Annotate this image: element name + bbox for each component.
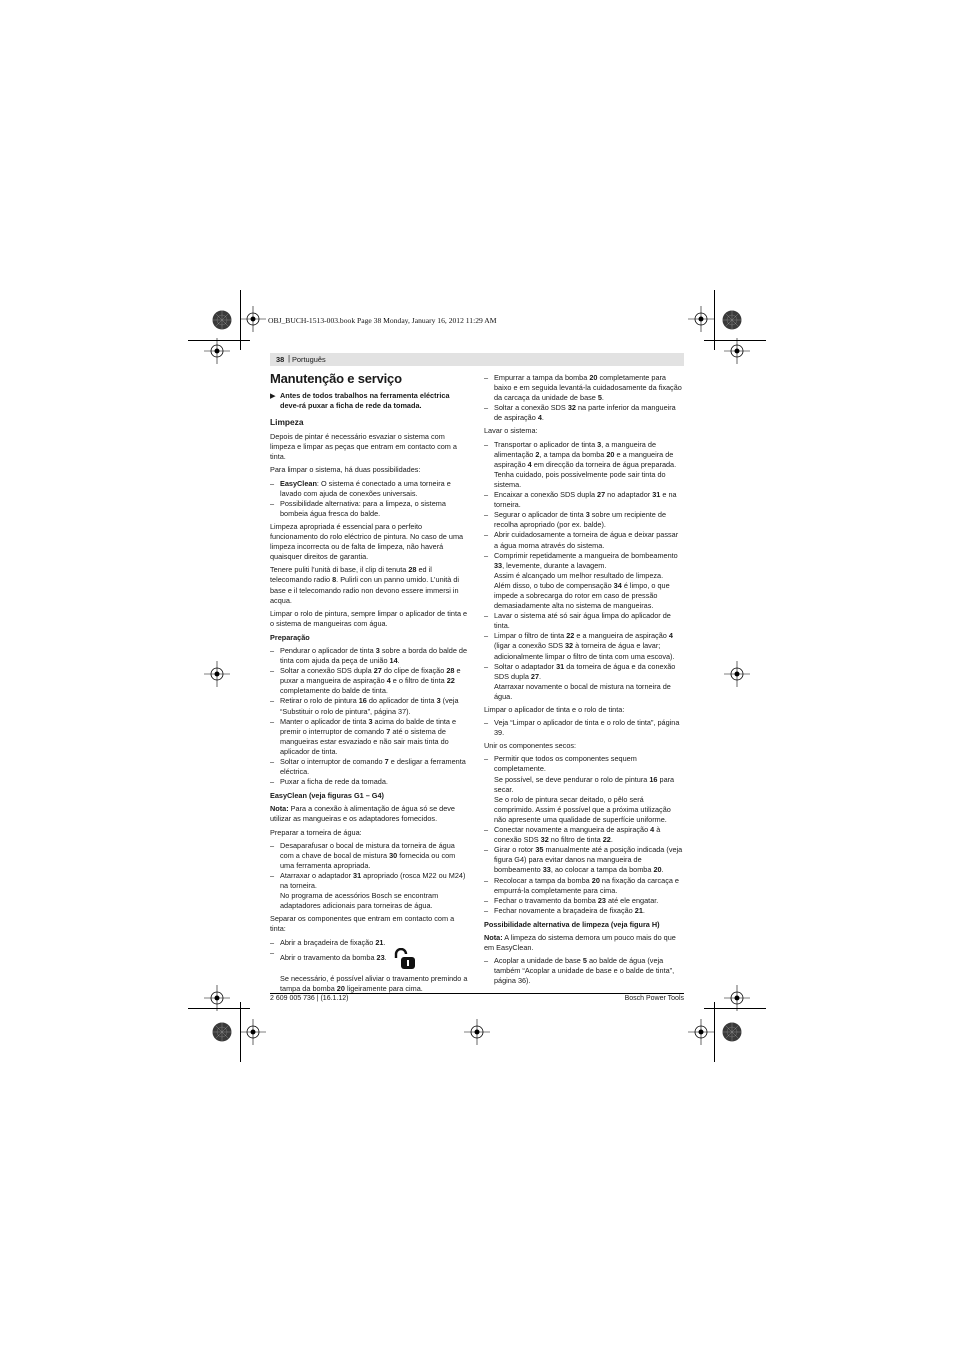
list-item: – Desaparafusar o bocal de mistura da torneira de água com a chave de bocal de mistura 30 fornecida ou com uma ferramenta apropriada. xyxy=(270,841,470,871)
list-item: – Transportar o aplicador de tinta 3, a mangueira de alimentação 2, a tampa da bomba 20 e a mangueira de aspiração 4 em direcção da torneira de água preparada. Tenha cuidado, pois possivelmente pode sair tinta do sistema. xyxy=(484,440,684,490)
preparation-list xyxy=(270,646,470,787)
list-item: – Atarraxar o adaptador 31 apropriado (rosca M22 ou M24) na torneira. No programa de acessórios Bosch se encontram adaptadores adicionais para torneiras de água. xyxy=(270,871,470,911)
triangle-bullet-icon: ▶ xyxy=(270,391,276,400)
paragraph: Para limpar o sistema, há duas possibilidades: xyxy=(270,465,421,475)
color-target-icon xyxy=(212,310,232,330)
page-number: 38 xyxy=(276,355,285,364)
wash-list xyxy=(484,440,684,702)
registration-mark-icon xyxy=(722,659,752,689)
list-item: – Soltar a conexão SDS 32 na parte inferior da mangueira de aspiração 4. xyxy=(484,403,684,423)
list-item: – EasyClean: O sistema é conectado a uma torneira e lavado com ajuda de conexões universais. xyxy=(270,479,470,499)
paragraph: Unir os componentes secos: xyxy=(484,741,577,751)
registration-mark-icon xyxy=(238,304,268,334)
list-item: – Encaixar a conexão SDS dupla 27 no adaptador 31 e na torneira. xyxy=(484,490,684,510)
list-item: – Possibilidade alternativa: para a limpeza, o sistema bombeia água fresca do balde. xyxy=(270,499,470,519)
list-item: – Abrir cuidadosamente a torneira de água e deixar passar a água morna através do sistema. xyxy=(484,530,684,550)
list-item: – Lavar o sistema até só sair água limpa do aplicador de tinta. xyxy=(484,611,684,631)
registration-mark-icon xyxy=(686,304,716,334)
paragraph: Limpar o rolo de pintura, sempre limpar o aplicador de tinta e o sistema de mangueiras com água. xyxy=(270,608,468,628)
list-item: – Soltar o interruptor de comando 7 e desligar a ferramenta eléctrica. xyxy=(270,757,470,777)
registration-mark-icon xyxy=(462,1017,492,1047)
warning-note xyxy=(270,391,470,411)
list-item: – Acoplar a unidade de base 5 ao balde de água (veja também “Acoplar a unidade de base e o balde de tinta”, página 36). xyxy=(484,956,684,986)
list-item: – Puxar a ficha de rede da tomada. xyxy=(270,777,470,787)
list-item: – Pendurar o aplicador de tinta 3 sobre a borda do balde de tinta com ajuda da peça de união 14. xyxy=(270,646,470,666)
color-target-icon xyxy=(212,1022,232,1042)
registration-mark-icon xyxy=(722,983,752,1013)
list-item: – Abrir a braçadeira de fixação 21. xyxy=(270,938,470,948)
registration-mark-icon xyxy=(238,1017,268,1047)
footer-brand: Bosch Power Tools xyxy=(624,995,684,1002)
list-item: – Manter o aplicador de tinta 3 acima do balde de tinta e premir o interruptor de comando 7 até o sistema de mangueiras estar esvaziado e não sair mais tinta do aplicador de tinta. xyxy=(270,717,470,757)
heading-easyclean: EasyClean (veja figuras G1 – G4) xyxy=(270,791,384,801)
list-item: – Retirar o rolo de pintura 16 do aplicador de tinta 3 (veja “Substituir o rolo de pintura”, página 37). xyxy=(270,696,470,716)
applicator-list xyxy=(484,718,684,738)
section-title: Manutenção e serviço xyxy=(270,371,402,386)
registration-mark-icon xyxy=(202,659,232,689)
file-info-line: OBJ_BUCH-1513-003.book Page 38 Monday, January 16, 2012 11:29 AM xyxy=(268,316,497,325)
tap-list xyxy=(270,841,470,912)
list-item: – Fechar novamente a braçadeira de fixação 21. xyxy=(484,906,684,916)
list-item: – Recolocar a tampa da bomba 20 na fixação da carcaça e empurrá-la completamente para cima. xyxy=(484,876,684,896)
paragraph: Lavar o sistema: xyxy=(484,426,538,436)
header-separator: | xyxy=(288,354,291,363)
list-item: – Limpar o filtro de tinta 22 e a mangueira de aspiração 4 (ligar a conexão SDS 32 à torneira de água e lavar; adicionalmente limpar o filtro de tinta com uma escova). xyxy=(484,631,684,661)
paragraph: Limpar o aplicador de tinta e o rolo de tinta: xyxy=(484,705,625,714)
footer-doc-number: 2 609 005 736 | (16.1.12) xyxy=(270,995,349,1002)
paragraph: Separar os componentes que entram em contacto com a tinta: xyxy=(270,914,455,934)
heading-limpeza: Limpeza xyxy=(270,417,304,428)
registration-mark-icon xyxy=(202,336,232,366)
list-item: – Empurrar a tampa da bomba 20 completamente para baixo e em seguida levantá-la cuidadosamente da fixação da carcaça da unidade de base 5. xyxy=(484,373,684,403)
unlock-icon xyxy=(393,948,417,970)
list-item: – Fechar o travamento da bomba 23 até ele engatar. xyxy=(484,896,684,906)
warning-text: Antes de todos trabalhos na ferramenta eléctrica deve-rá puxar a ficha de rede da tomada. xyxy=(280,391,450,411)
list-item: – Conectar novamente a mangueira de aspiração 4 à conexão SDS 32 no filtro de tinta 22. xyxy=(484,825,684,845)
pump-list xyxy=(484,373,684,423)
paragraph: Limpeza apropriada é essencial para o perfeito funcionamento do rolo eléctrico de pintura. No caso de uma limpeza incorrecta ou de falta de limpeza, não haverá quaisquer direitos de garantia. xyxy=(270,521,464,562)
list-item: – Abrir o travamento da bomba 23. Se necessário, é possível aliviar o travamento premindo a tampa da bomba 20 ligeiramente para cima. xyxy=(270,948,470,994)
page-header xyxy=(270,353,684,366)
separate-list xyxy=(270,938,470,994)
note: Nota: Para a conexão à alimentação de água só se deve utilizar as mangueiras e os adaptadores fornecidos. xyxy=(270,804,455,824)
alternative-list xyxy=(484,956,684,986)
list-item: – Veja “Limpar o aplicador de tinta e o rolo de tinta”, página 39. xyxy=(484,718,684,738)
list-item: – Comprimir repetidamente a mangueira de bombeamento 33, levemente, durante a lavagem. Assim é alcançado um melhor resultado de limpeza. Além disso, o tubo de compensação 34 é limpo, o que impede a sobrecarga do rotor em caso de pressão demasiadamente alta no sistema de mangueiras. xyxy=(484,551,684,612)
registration-mark-icon xyxy=(686,1017,716,1047)
heading-preparacao: Preparação xyxy=(270,632,310,642)
list-item: – Permitir que todos os componentes sequem completamente. Se possível, se deve pendurar o rolo de pintura 16 para secar. Se o rolo de pintura secar deitado, o pêlo será comprimido. Assim é possível que a próxima utilização não apresente uma qualidade de superfície uniforme. xyxy=(484,754,684,825)
left-column xyxy=(270,370,470,997)
color-target-icon xyxy=(722,1022,742,1042)
list-item: – Segurar o aplicador de tinta 3 sobre um recipiente de recolha apropriado (por ex. balde). xyxy=(484,510,684,530)
list-item: – Soltar a conexão SDS dupla 27 do clipe de fixação 28 e puxar a mangueira de aspiração 4 e o filtro de tinta 22 completamente do balde de tinta. xyxy=(270,666,470,696)
footer-rule xyxy=(270,993,684,994)
right-column xyxy=(484,373,684,989)
registration-mark-icon xyxy=(202,983,232,1013)
note: Nota: A limpeza do sistema demora um pouco mais do que em EasyClean. xyxy=(484,932,676,953)
list-item: – Girar o rotor 35 manualmente até a posição indicada (veja figura G4) para evitar danos na mangueira de bombeamento 33, ao colocar a tampa da bomba 20. xyxy=(484,845,684,875)
possibilities-list xyxy=(270,479,470,519)
color-target-icon xyxy=(722,310,742,330)
registration-mark-icon xyxy=(722,336,752,366)
list-item: – Soltar o adaptador 31 da torneira de água e da conexão SDS dupla 27. Atarraxar novamente o bocal de mistura na torneira de água. xyxy=(484,662,684,702)
heading-alternative: Possibilidade alternativa de limpeza (veja figura H) xyxy=(484,919,660,929)
header-language: Português xyxy=(292,355,326,364)
assemble-list xyxy=(484,754,684,916)
paragraph: Tenere puliti l’unità di base, il clip di tenuta 28 ed il telecomando radio 8. Pulirli con un panno umido. L’unità di base e il telecomando radio non devono essere immersi in acqua. xyxy=(270,565,460,605)
paragraph: Preparar a torneira de água: xyxy=(270,827,362,837)
paragraph: Depois de pintar é necessário esvaziar o sistema com limpeza e limpar as peças que entram em contacto com a tinta. xyxy=(270,432,457,462)
